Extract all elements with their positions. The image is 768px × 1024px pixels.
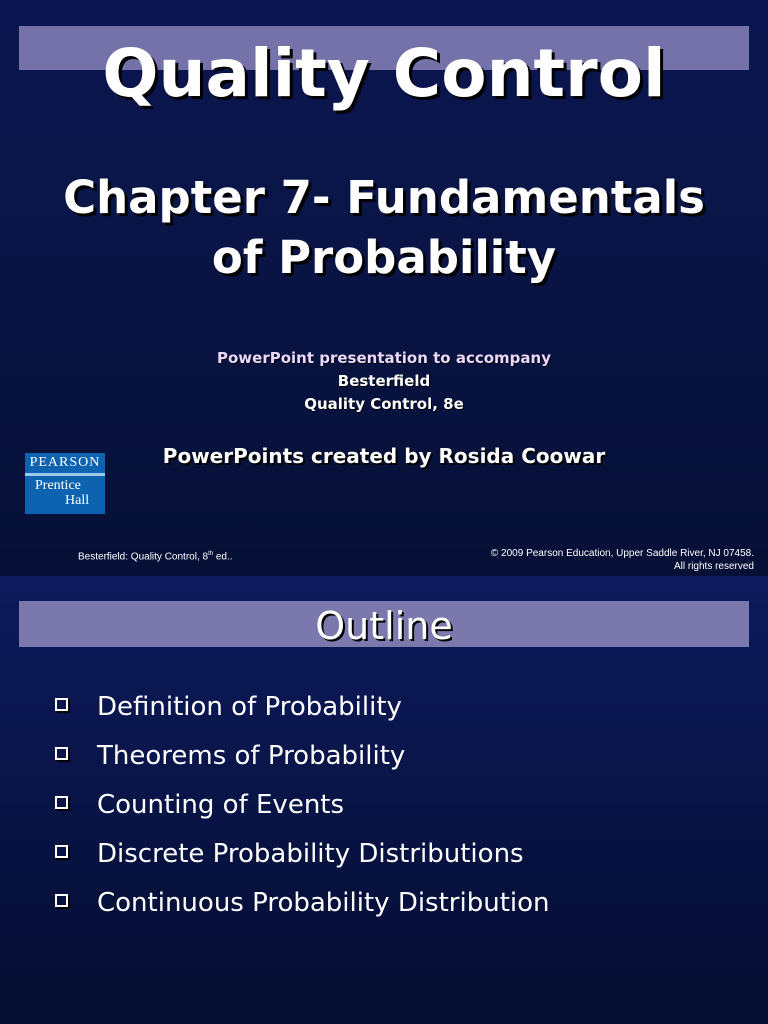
- copyright-line-2: All rights reserved: [673, 561, 754, 572]
- checkbox-bullet-icon: [55, 747, 68, 760]
- outline-slide: [0, 576, 768, 1024]
- logo-divider: [25, 473, 105, 476]
- pearson-prentice-hall-logo: [25, 453, 105, 514]
- accompany-text: [0, 347, 768, 416]
- list-item-text: Continuous Probability Distribution: [97, 888, 550, 918]
- footer-copyright: [491, 547, 754, 573]
- logo-word-prentice: Prentice: [35, 478, 81, 493]
- accompany-line-2: Besterfield: [337, 372, 431, 390]
- list-item-text: Discrete Probability Distributions: [97, 839, 524, 869]
- checkbox-bullet-icon: [55, 698, 68, 711]
- list-item-text: Theorems of Probability: [97, 741, 406, 771]
- footer-left-superscript: th: [208, 551, 214, 557]
- outline-title: Outline: [315, 604, 453, 648]
- footer-book-reference: [78, 548, 233, 563]
- accompany-line-1: PowerPoint presentation to accompany: [217, 349, 551, 367]
- checkbox-bullet-icon: [55, 845, 68, 858]
- logo-word-hall: Hall: [65, 493, 90, 508]
- chapter-subtitle: [0, 168, 768, 288]
- accompany-line-3: Quality Control, 8e: [304, 395, 464, 413]
- logo-top-text: PEARSON: [29, 455, 101, 470]
- created-by-text: PowerPoints created by Rosida Coowar: [162, 444, 606, 468]
- subtitle-line-2: of Probability: [211, 231, 557, 284]
- logo-bottom-text: [25, 478, 105, 508]
- checkbox-bullet-icon: [55, 796, 68, 809]
- footer-left-end: ed..: [213, 551, 233, 563]
- copyright-line-1: © 2009 Pearson Education, Upper Saddle River, NJ 07458.: [490, 548, 754, 559]
- list-item-text: Definition of Probability: [97, 692, 402, 722]
- slide-title: Quality Control: [102, 35, 666, 112]
- subtitle-line-1: Chapter 7- Fundamentals: [63, 171, 705, 224]
- checkbox-bullet-icon: [55, 894, 68, 907]
- footer-left-main: Besterfield: Quality Control, 8: [78, 551, 209, 563]
- list-item-text: Counting of Events: [97, 790, 345, 820]
